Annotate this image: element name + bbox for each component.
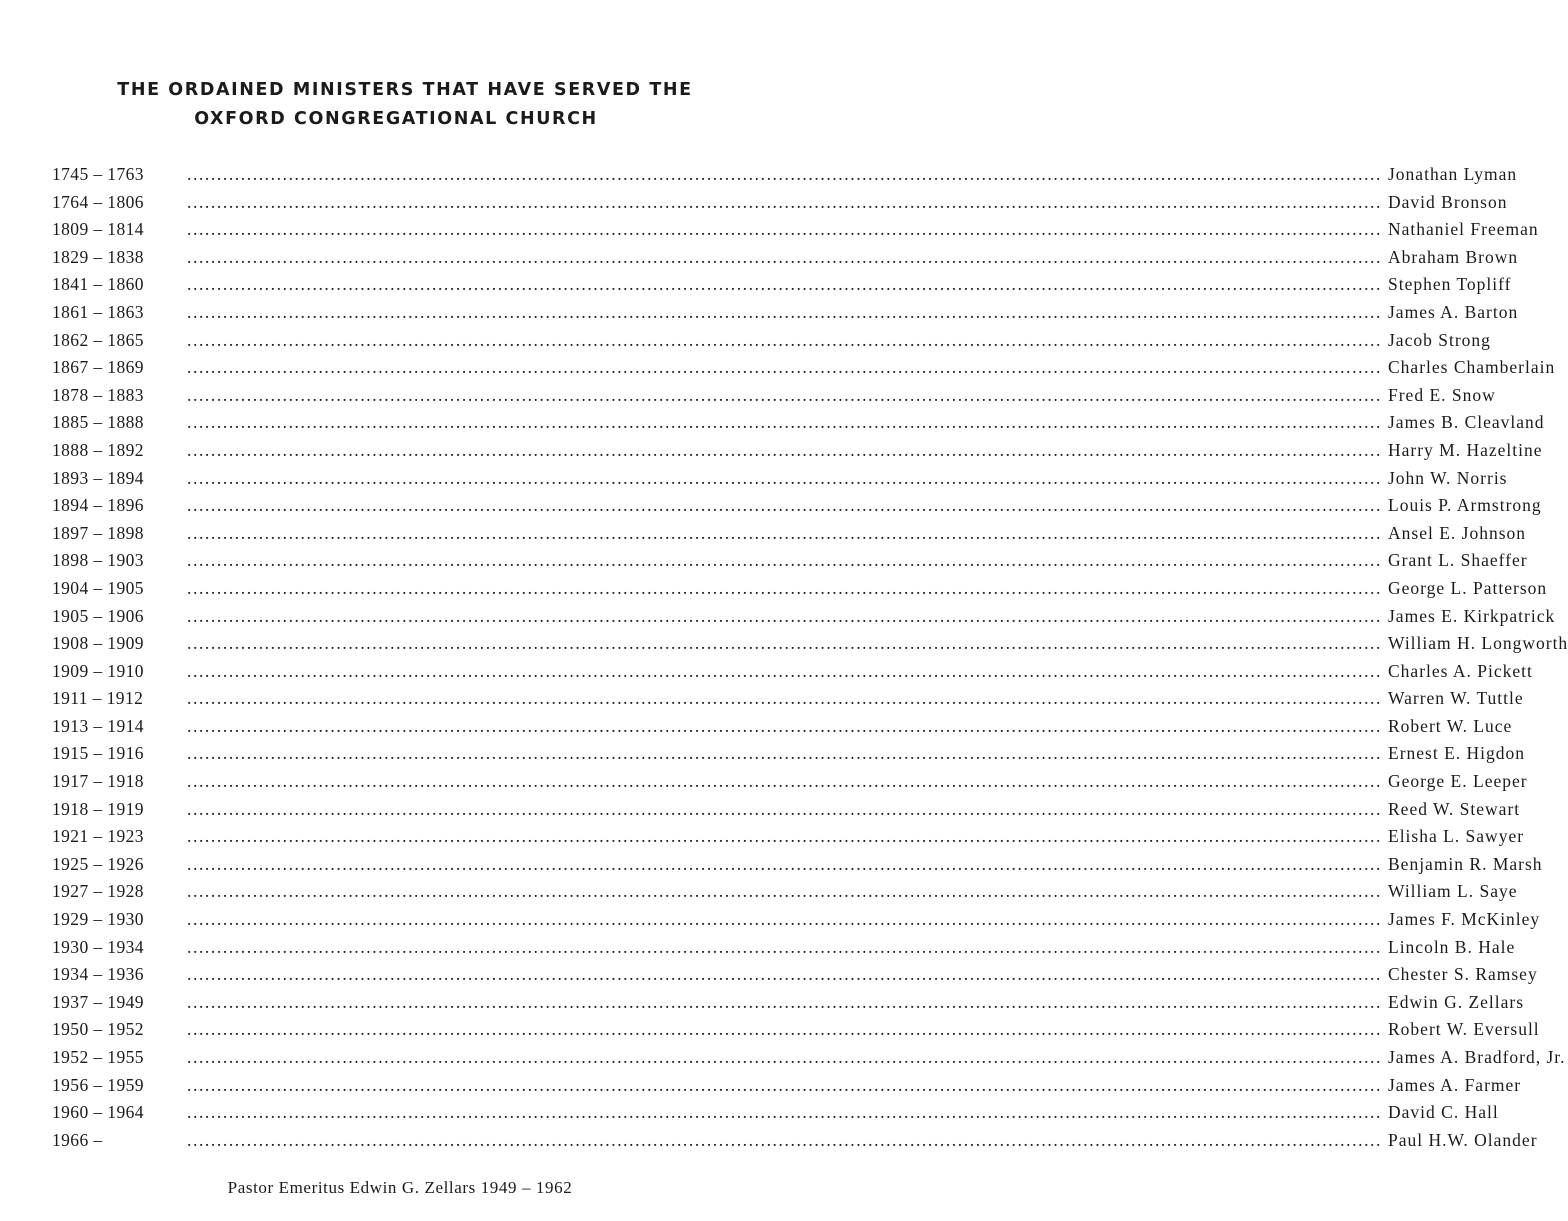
minister-years: 1960 – 1964 — [52, 1102, 144, 1123]
minister-years: 1867 – 1869 — [52, 357, 144, 378]
dot-leader: ........................................................................................................................................................................................................ — [187, 633, 1382, 654]
minister-years: 1894 – 1896 — [52, 495, 144, 516]
minister-row — [52, 715, 1513, 744]
minister-years: 1898 – 1903 — [52, 550, 144, 571]
minister-row — [52, 384, 1496, 413]
minister-name: David C. Hall — [1388, 1102, 1499, 1123]
minister-row — [52, 191, 1508, 220]
minister-name: Jonathan Lyman — [1388, 164, 1518, 184]
minister-years: 1888 – 1892 — [52, 439, 144, 460]
minister-years: 1950 – 1952 — [52, 1019, 144, 1040]
minister-name: Ernest E. Higdon — [1388, 743, 1526, 764]
minister-row — [52, 1102, 1499, 1130]
dot-leader: ........................................................................................................................................................................................................ — [187, 301, 1382, 322]
minister-name: Louis P. Armstrong — [1388, 495, 1542, 516]
minister-years: 1937 – 1949 — [52, 991, 144, 1012]
minister-name: Lincoln B. Hale — [1388, 936, 1516, 957]
dot-leader: ........................................................................................................................................................................................................ — [187, 1102, 1382, 1123]
dot-leader: ........................................................................................................................................................................................................ — [187, 246, 1382, 267]
minister-years: 1893 – 1894 — [52, 467, 144, 488]
minister-name: Fred E. Snow — [1388, 384, 1496, 405]
minister-years: 1897 – 1898 — [52, 522, 144, 543]
minister-name: Harry M. Hazeltine — [1388, 439, 1543, 460]
dot-leader: ........................................................................................................................................................................................................ — [187, 936, 1382, 957]
minister-row — [52, 467, 1508, 496]
minister-years: 1925 – 1926 — [52, 853, 144, 874]
dot-leader: ........................................................................................................................................................................................................ — [187, 467, 1382, 488]
minister-years: 1917 – 1918 — [52, 771, 144, 792]
minister-name: William L. Saye — [1388, 881, 1518, 902]
minister-years: 1745 – 1763 — [52, 164, 144, 184]
minister-name: Charles Chamberlain — [1388, 357, 1556, 378]
minister-row — [52, 577, 1548, 606]
minister-row — [52, 771, 1528, 799]
minister-name: Paul H.W. Olander — [1388, 1129, 1538, 1150]
minister-name: David Bronson — [1388, 191, 1508, 212]
minister-row — [52, 357, 1556, 385]
minister-name: John W. Norris — [1388, 467, 1508, 488]
minister-row — [52, 1047, 1566, 1075]
minister-row — [52, 605, 1556, 634]
minister-years: 1956 – 1959 — [52, 1074, 144, 1095]
dot-leader: ........................................................................................................................................................................................................ — [187, 550, 1382, 571]
minister-row — [52, 743, 1526, 771]
minister-years: 1934 – 1936 — [52, 964, 144, 985]
minister-row — [52, 826, 1525, 854]
minister-row — [52, 495, 1542, 523]
dot-leader: ........................................................................................................................................................................................................ — [187, 660, 1382, 681]
minister-years: 1927 – 1928 — [52, 881, 144, 902]
minister-years: 1841 – 1860 — [52, 274, 144, 295]
minister-name: James B. Cleavland — [1388, 412, 1545, 433]
minister-row — [52, 219, 1539, 247]
minister-name: George L. Patterson — [1388, 577, 1548, 598]
minister-row — [52, 909, 1541, 937]
dot-leader: ........................................................................................................................................................................................................ — [187, 274, 1382, 295]
dot-leader: ........................................................................................................................................................................................................ — [187, 412, 1382, 433]
ministers-list — [52, 164, 1568, 1157]
minister-name: Charles A. Pickett — [1388, 660, 1533, 681]
minister-name: Robert W. Eversull — [1388, 1019, 1540, 1040]
minister-row — [52, 274, 1512, 302]
dot-leader: ........................................................................................................................................................................................................ — [187, 826, 1382, 847]
dot-leader: ........................................................................................................................................................................................................ — [187, 688, 1382, 709]
dot-leader: ........................................................................................................................................................................................................ — [187, 1047, 1382, 1067]
dot-leader: ........................................................................................................................................................................................................ — [187, 743, 1382, 764]
minister-row — [52, 1074, 1522, 1103]
minister-name: James E. Kirkpatrick — [1388, 605, 1556, 626]
dot-leader: ........................................................................................................................................................................................................ — [187, 1019, 1382, 1040]
minister-name: Benjamin R. Marsh — [1388, 853, 1543, 874]
minister-years: 1918 – 1919 — [52, 798, 144, 819]
page-title-line-1: THE ORDAINED MINISTERS THAT HAVE SERVED THE — [117, 80, 693, 100]
minister-row — [52, 964, 1538, 992]
minister-name: Abraham Brown — [1388, 246, 1519, 267]
minister-row — [52, 936, 1516, 965]
minister-name: James A. Barton — [1388, 301, 1519, 322]
minister-row — [52, 688, 1524, 716]
minister-years: 1921 – 1923 — [52, 826, 144, 847]
minister-name: Warren W. Tuttle — [1388, 688, 1524, 709]
dot-leader: ........................................................................................................................................................................................................ — [187, 798, 1382, 819]
dot-leader: ........................................................................................................................................................................................................ — [187, 439, 1382, 460]
dot-leader: ........................................................................................................................................................................................................ — [187, 219, 1382, 240]
dot-leader: ........................................................................................................................................................................................................ — [187, 1074, 1382, 1095]
minister-name: James A. Bradford, Jr. — [1388, 1047, 1566, 1067]
minister-years: 1908 – 1909 — [52, 633, 144, 654]
dot-leader: ........................................................................................................................................................................................................ — [187, 909, 1382, 930]
dot-leader: ........................................................................................................................................................................................................ — [187, 495, 1382, 516]
minister-years: 1905 – 1906 — [52, 605, 144, 626]
minister-name: William H. Longworth — [1388, 633, 1568, 654]
minister-name: Nathaniel Freeman — [1388, 219, 1539, 240]
dot-leader: ........................................................................................................................................................................................................ — [187, 605, 1382, 626]
dot-leader: ........................................................................................................................................................................................................ — [187, 1129, 1382, 1150]
dot-leader: ........................................................................................................................................................................................................ — [187, 164, 1382, 184]
minister-years: 1909 – 1910 — [52, 660, 144, 681]
minister-name: Chester S. Ramsey — [1388, 964, 1538, 985]
minister-row — [52, 550, 1528, 578]
dot-leader: ........................................................................................................................................................................................................ — [187, 522, 1382, 543]
minister-row — [52, 798, 1521, 827]
dot-leader: ........................................................................................................................................................................................................ — [187, 853, 1382, 874]
minister-years: 1829 – 1838 — [52, 246, 144, 267]
minister-row — [52, 412, 1545, 440]
minister-years: 1764 – 1806 — [52, 191, 144, 212]
minister-years: 1861 – 1863 — [52, 301, 144, 322]
minister-row — [52, 1019, 1540, 1047]
dot-leader: ........................................................................................................................................................................................................ — [187, 991, 1382, 1012]
minister-years: 1809 – 1814 — [52, 219, 144, 240]
minister-years: 1966 – — [52, 1129, 103, 1150]
minister-name: Reed W. Stewart — [1388, 798, 1521, 819]
dot-leader: ........................................................................................................................................................................................................ — [187, 715, 1382, 736]
minister-row — [52, 329, 1491, 358]
minister-row — [52, 301, 1519, 330]
minister-years: 1913 – 1914 — [52, 715, 144, 736]
minister-row — [52, 633, 1568, 661]
minister-years: 1904 – 1905 — [52, 577, 144, 598]
minister-row — [52, 853, 1543, 882]
minister-row — [52, 522, 1527, 551]
pastor-emeritus-note: Pastor Emeritus Edwin G. Zellars 1949 – 1962 — [227, 1178, 573, 1197]
dot-leader: ........................................................................................................................................................................................................ — [187, 964, 1382, 985]
minister-name: Edwin G. Zellars — [1388, 991, 1525, 1012]
minister-years: 1878 – 1883 — [52, 384, 144, 405]
minister-name: James A. Farmer — [1388, 1074, 1522, 1095]
minister-years: 1862 – 1865 — [52, 329, 144, 350]
minister-years: 1911 – 1912 — [52, 688, 144, 709]
dot-leader: ........................................................................................................................................................................................................ — [187, 771, 1382, 792]
minister-row — [52, 439, 1543, 468]
minister-row — [52, 991, 1525, 1020]
dot-leader: ........................................................................................................................................................................................................ — [187, 357, 1382, 378]
minister-years: 1952 – 1955 — [52, 1047, 144, 1067]
minister-row — [52, 164, 1518, 192]
minister-years: 1930 – 1934 — [52, 936, 144, 957]
dot-leader: ........................................................................................................................................................................................................ — [187, 577, 1382, 598]
minister-row — [52, 246, 1519, 275]
minister-years: 1915 – 1916 — [52, 743, 144, 764]
minister-name: Stephen Topliff — [1388, 274, 1512, 295]
minister-name: Grant L. Shaeffer — [1388, 550, 1528, 571]
minister-row — [52, 881, 1518, 909]
minister-row — [52, 1129, 1538, 1158]
minister-years: 1929 – 1930 — [52, 909, 144, 930]
minister-name: Elisha L. Sawyer — [1388, 826, 1525, 847]
minister-name: Robert W. Luce — [1388, 715, 1513, 736]
dot-leader: ........................................................................................................................................................................................................ — [187, 191, 1382, 212]
minister-row — [52, 660, 1533, 689]
minister-name: James F. McKinley — [1388, 909, 1541, 930]
dot-leader: ........................................................................................................................................................................................................ — [187, 881, 1382, 902]
minister-name: Jacob Strong — [1388, 329, 1491, 350]
page-title-line-2: OXFORD CONGREGATIONAL CHURCH — [194, 109, 598, 129]
minister-name: Ansel E. Johnson — [1388, 522, 1527, 543]
minister-name: George E. Leeper — [1388, 771, 1528, 792]
dot-leader: ........................................................................................................................................................................................................ — [187, 384, 1382, 405]
minister-years: 1885 – 1888 — [52, 412, 144, 433]
dot-leader: ........................................................................................................................................................................................................ — [187, 329, 1382, 350]
